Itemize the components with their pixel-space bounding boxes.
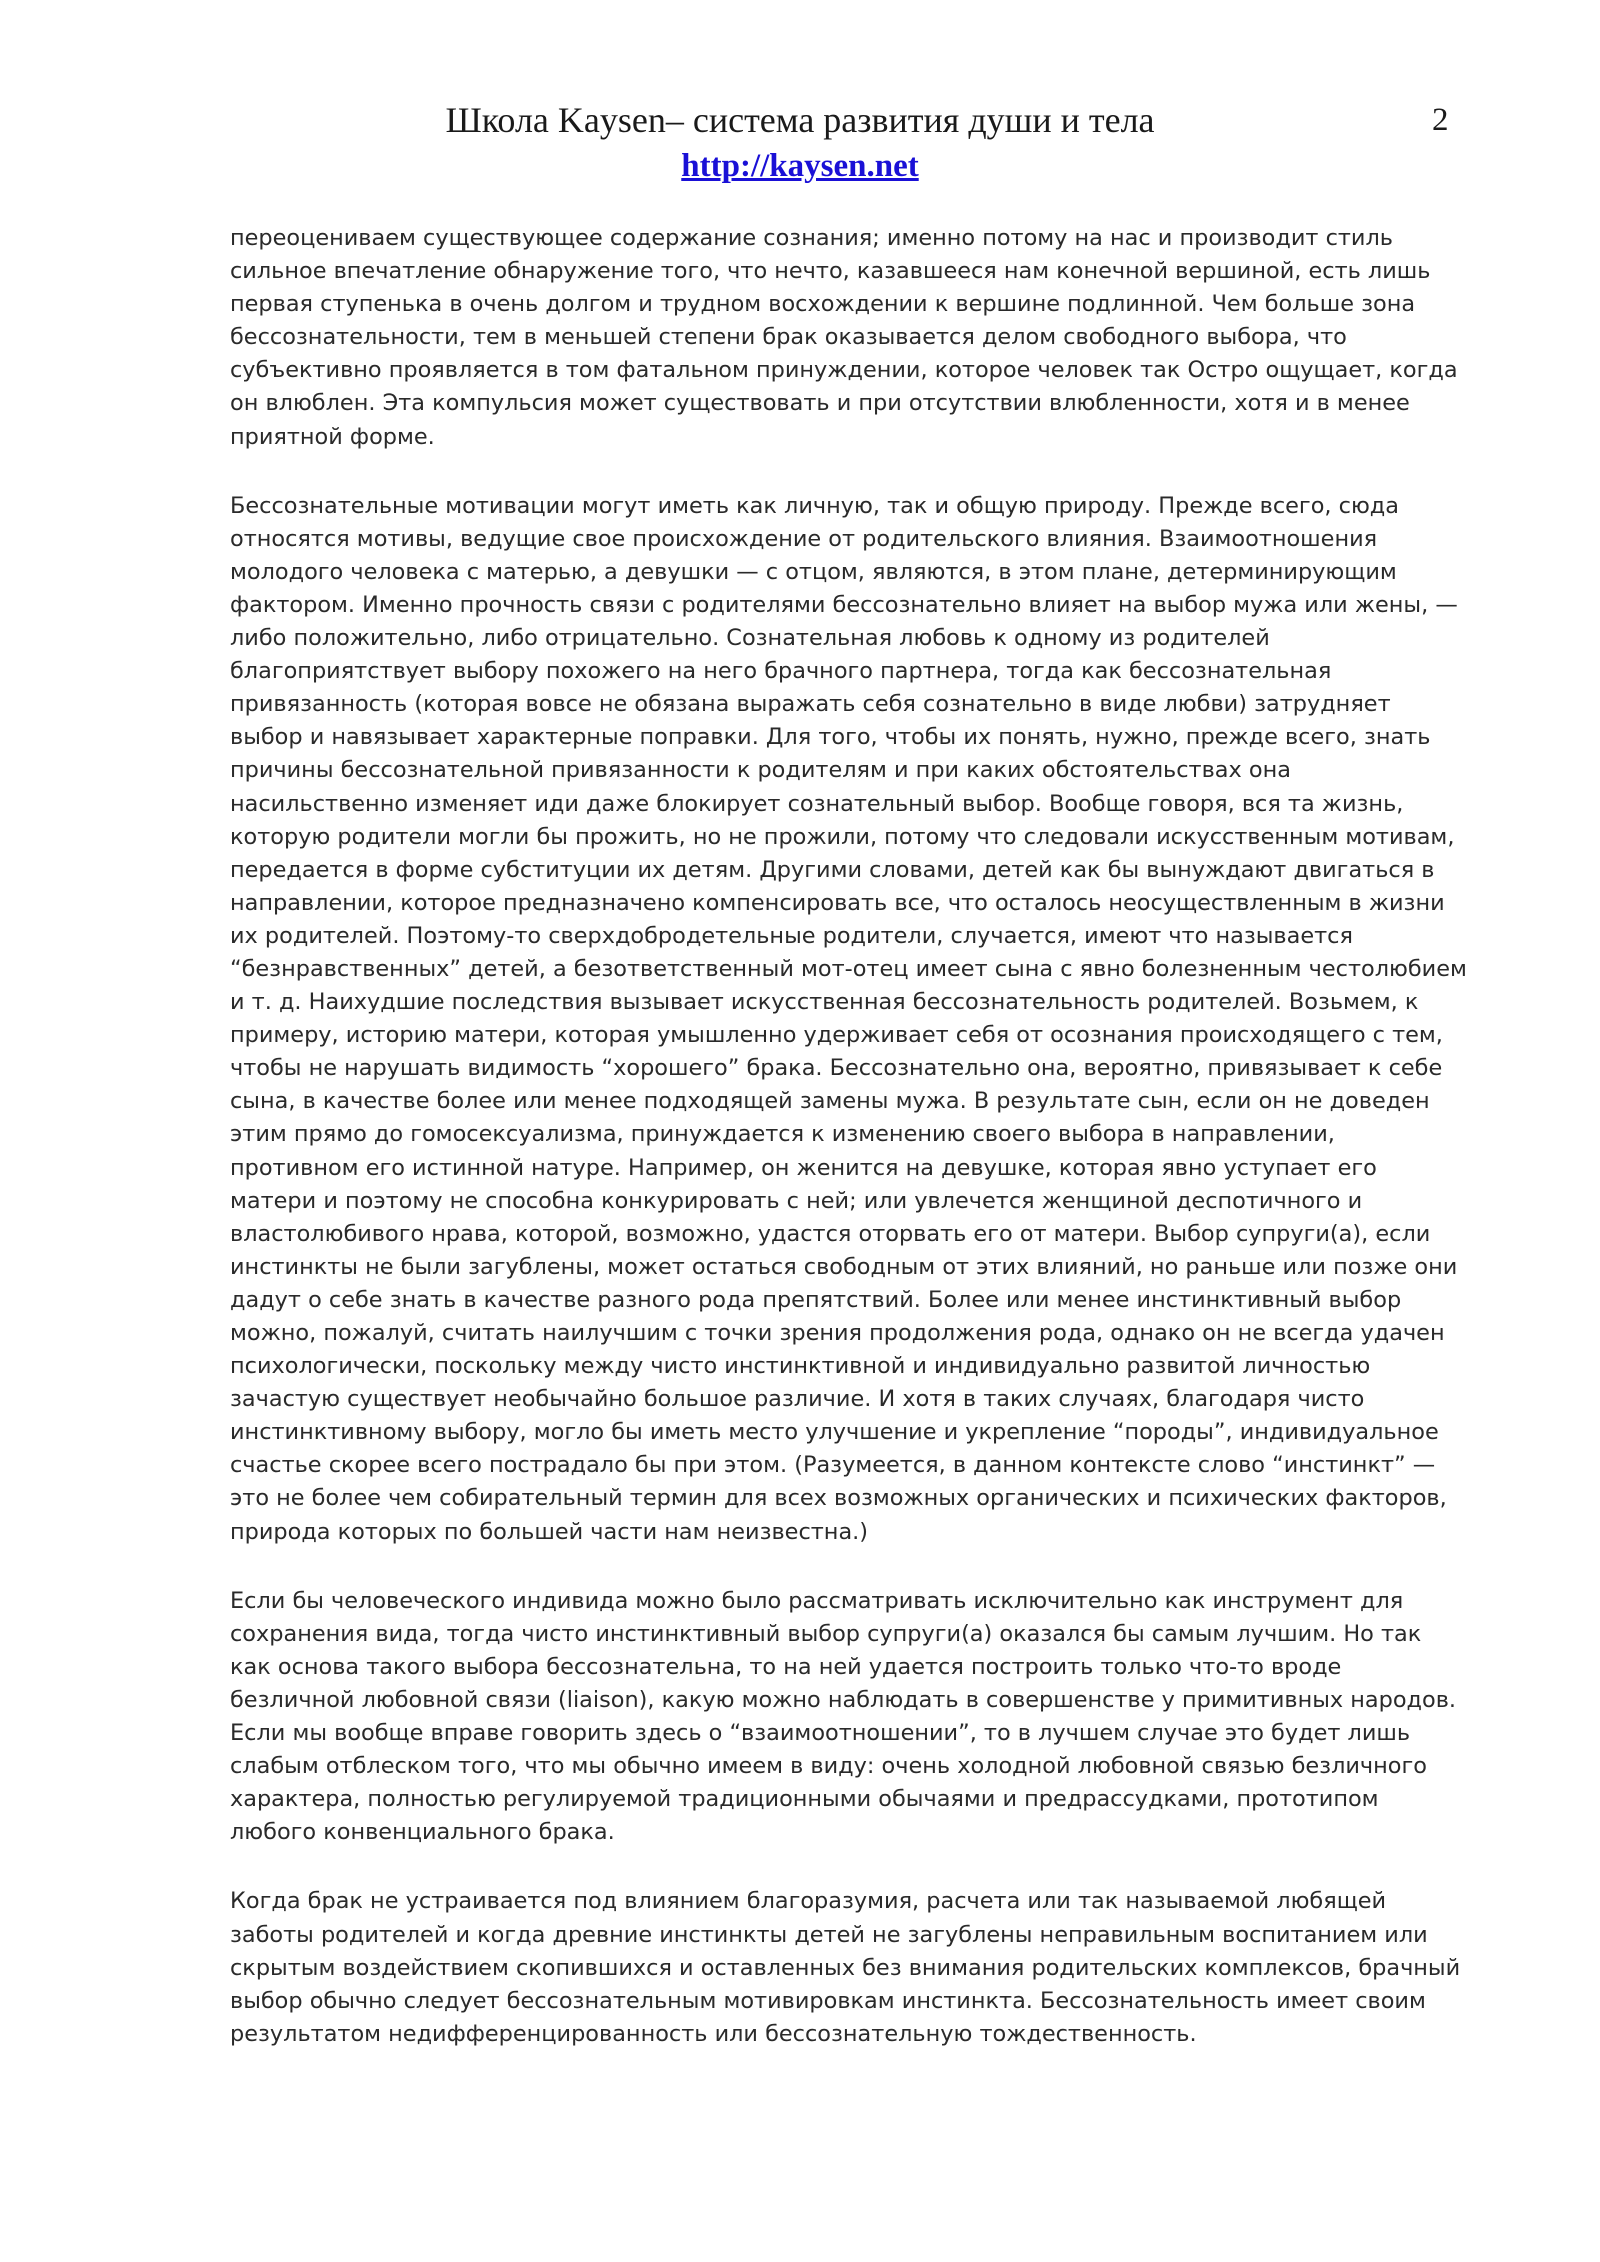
paragraph-3: Если бы человеческого индивида можно было рассматривать исключительно как инструмент для сохранения вида, тогда чисто инстинктивный выбор супруги(а) оказался бы самым лучшим. Но так как основа такого выбора бессознательна, то на ней удается построить только что-то вроде безличной любовной связи (liaison), какую можно наблюдать в совершенстве у примитивных народов. Если мы вообще вправе говорить здесь о “взаимоотношении”, то в лучшем случае это будет лишь слабым отблеском того, что мы обычно имеем в виду: очень холодной любовной связью безличного характера, полностью регулируемой традиционными обычаями и предрассудками, прототипом любого конвенциального брака. [230,1587,1457,1846]
header-link[interactable]: http://kaysen.net [681,148,919,184]
page-header [0,96,1600,188]
paragraph-1: переоцениваем существующее содержание сознания; именно потому на нас и производит стиль сильное впечатление обнаружение того, что нечто, казавшееся нам конечной вершиной, есть лишь первая ступенька в очень долгом и трудном восхождении к вершине подлинной. Чем больше зона бессознательности, тем в меньшей степени брак оказывается делом свободного выбора, что субъективно проявляется в том фатальном принуждении, которое человек так Остро ощущает, когда он влюблен. Эта компульсия может существовать и при отсутствии влюбленности, хотя и в менее приятной форме. [230,225,1458,450]
body-text [230,222,1468,2087]
page-number: 2 [1432,102,1449,138]
header-title: Школа Kaysen– система развития души и тела [445,100,1155,140]
paragraph-4: Когда брак не устраивается под влиянием благоразумия, расчета или так называемой любящей заботы родителей и когда древние инстинкты детей не загублены неправильным воспитанием или скрытым воздействием скопившихся и оставленных без внимания родительских комплексов, брачный выбор обычно следует бессознательным мотивировкам инстинкта. Бессознательность имеет своим результатом недифференцированность или бессознательную тождественность. [230,1888,1461,2047]
paragraph-2: Бессознательные мотивации могут иметь как личную, так и общую природу. Прежде всего, сюда относятся мотивы, ведущие свое происхождение от родительского влияния. Взаимоотношения молодого человека с матерью, а девушки — с отцом, являются, в этом плане, детерминирующим фактором. Именно прочность связи с родителями бессознательно влияет на выбор мужа или жены, — либо положительно, либо отрицательно. Сознательная любовь к одному из родителей благоприятствует выбору похожего на него брачного партнера, тогда как бессознательная привязанность (которая вовсе не обязана выражать себя сознательно в виде любви) затрудняет выбор и навязывает характерные поправки. Для того, чтобы их понять, нужно, прежде всего, знать причины бессознательной привязанности к родителям и при каких обстоятельствах она насильственно изменяет иди даже блокирует сознательный выбор. Вообще говоря, вся та жизнь, которую родители могли бы прожить, но не прожили, потому что следовали искусственным мотивам, передается в форме субституции их детям. Другими словами, детей как бы вынуждают двигаться в направлении, которое предназначено компенсировать все, что осталось неосуществленным в жизни их родителей. Поэтому-то сверхдобродетельные родители, случается, имеют что называется “безнравственных” детей, а безответственный мот-отец имеет сына с явно болезненным честолюбием и т. д. Наихудшие последствия вызывает искусственная бессознательность родителей. Возьмем, к примеру, историю матери, которая умышленно удерживает себя от осознания происходящего с тем, чтобы не нарушать видимость “хорошего” брака. Бессознательно она, вероятно, привязывает к себе сына, в качестве более или менее подходящей замены мужа. В результате сын, если он не доведен этим прямо до гомосексуализма, принуждается к изменению своего выбора в направлении, противном его истинной натуре. Например, он женится на девушке, которая явно уступает его матери и поэтому не способна конкурировать с ней; или увлечется женщиной деспотичного и властолюбивого нрава, которой, возможно, удастся оторвать его от матери. Выбор супруги(а), если инстинкты не были загублены, может остаться свободным от этих влияний, но раньше или позже они дадут о себе знать в качестве разного рода препятствий. Более или менее инстинктивный выбор можно, пожалуй, считать наилучшим с точки зрения продолжения рода, однако он не всегда удачен психологически, поскольку между чисто инстинктивной и индивидуально развитой личностью зачастую существует необычайно большое различие. И хотя в таких случаях, благодаря чисто инстинктивному выбору, могло бы иметь место улучшение и укрепление “породы”, индивидуальное счастье скорее всего пострадало бы при этом. (Разумеется, в данном контексте слово “инстинкт” — это не более чем собирательный термин для всех возможных органических и психических факторов, природа которых по большей части нам неизвестна.) [230,492,1467,1545]
